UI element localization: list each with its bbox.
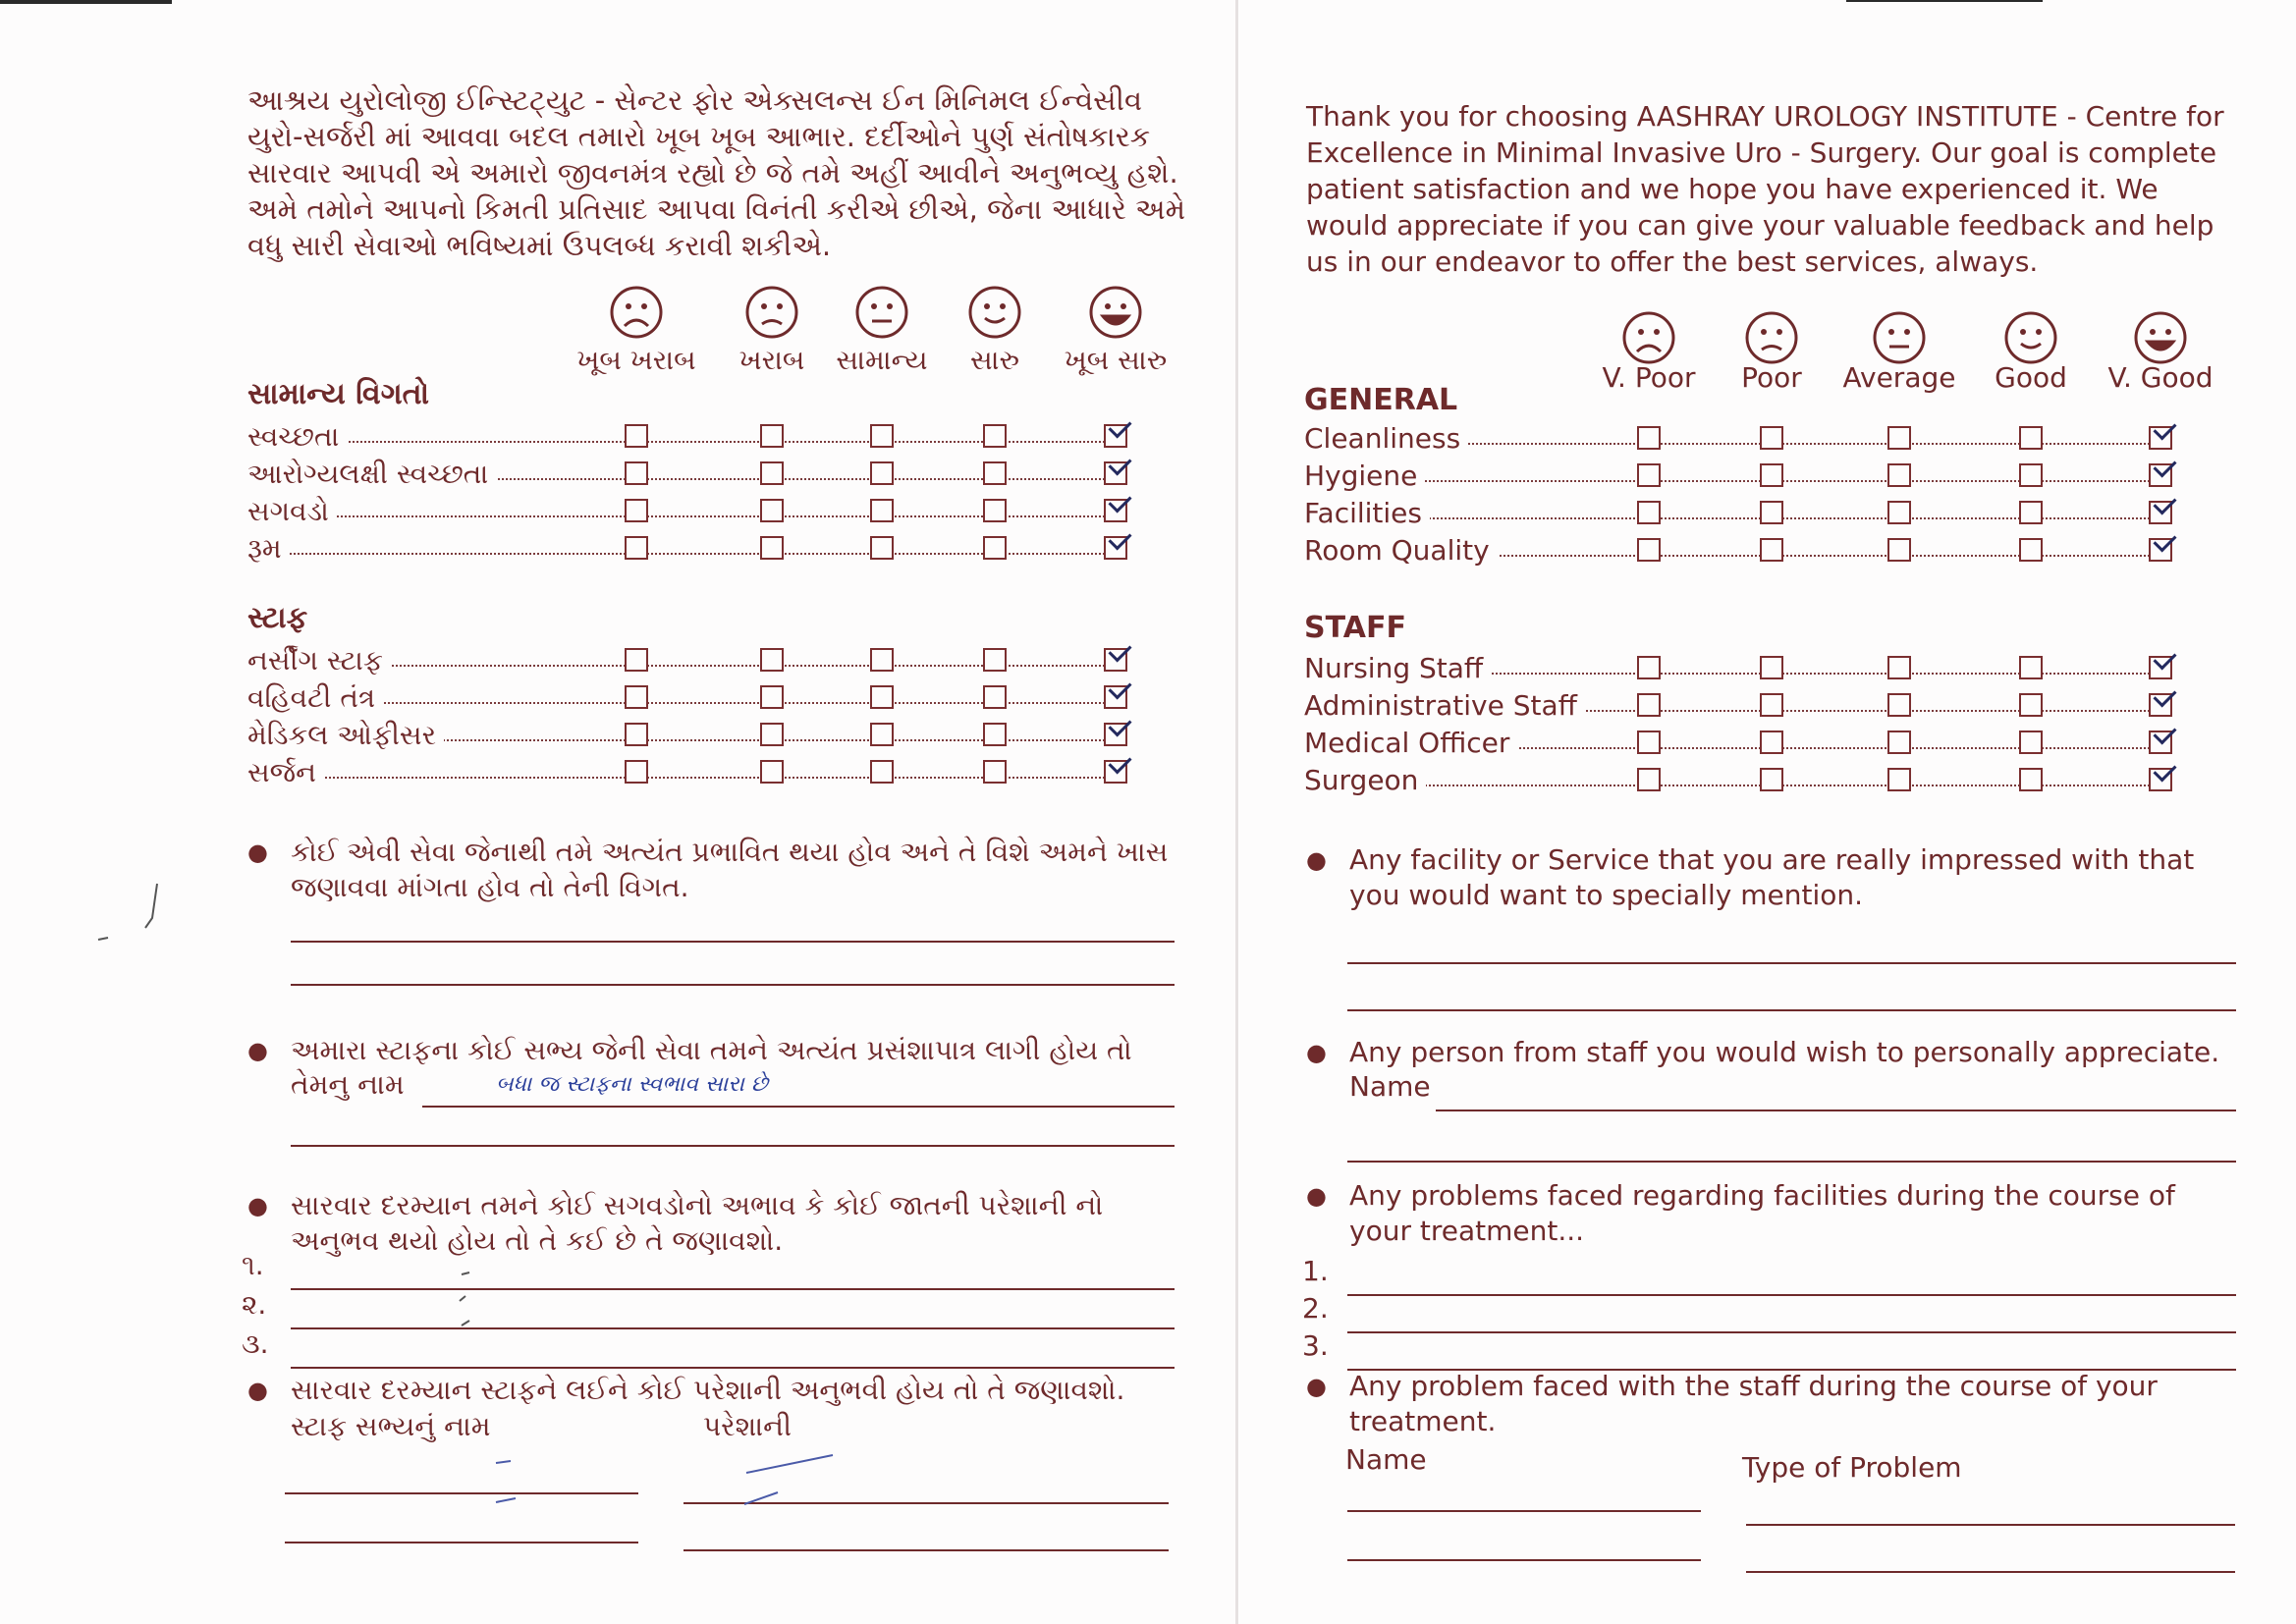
bullet-icon: ● (1306, 846, 1327, 874)
rating-checkbox-poor[interactable] (760, 461, 784, 485)
rating-item-label: Nursing Staff (1304, 652, 1491, 685)
number-label: 1. (1302, 1255, 1329, 1287)
rating-checkbox-average[interactable] (870, 648, 894, 672)
rating-checkbox-average[interactable] (1887, 656, 1911, 679)
problem-label: પરેશાની (703, 1410, 792, 1442)
rating-label: ખૂબ ખરાબ (576, 344, 696, 376)
problem-label: Type of Problem (1742, 1451, 1962, 1484)
booklet-spine (1235, 0, 1238, 1624)
bullet-icon: ● (247, 1037, 268, 1064)
question-text: Any facility or Service that you are really impressed with that you would want to specially mention. (1349, 843, 2195, 911)
question-text: Any person from staff you would wish to personally appreciate. (1349, 1036, 2220, 1068)
name-answer-line[interactable] (1436, 1110, 2236, 1111)
rating-label: Poor (1741, 361, 1802, 394)
good-face-icon (2003, 310, 2058, 365)
rating-checkbox-very-poor[interactable] (1637, 538, 1661, 562)
bullet-icon: ● (247, 1377, 268, 1404)
rating-checkbox-poor[interactable] (1760, 538, 1783, 562)
rating-item-label: Cleanliness (1304, 422, 1468, 456)
rating-checkbox-very-good[interactable] (2149, 426, 2172, 450)
rating-checkbox-good[interactable] (2019, 538, 2043, 562)
rating-checkbox-average[interactable] (1887, 538, 1911, 562)
rating-checkbox-average[interactable] (1887, 693, 1911, 717)
rating-checkbox-very-good[interactable] (2149, 693, 2172, 717)
rating-checkbox-average[interactable] (870, 424, 894, 448)
very-poor-face-icon (609, 285, 664, 340)
rating-checkbox-very-poor[interactable] (625, 461, 648, 485)
rating-checkbox-good[interactable] (2019, 501, 2043, 524)
rating-checkbox-very-poor[interactable] (625, 424, 648, 448)
answer-line[interactable] (291, 984, 1175, 986)
handwritten-answer: બધા જ સ્ટાફના સ્વભાવ સારા છે (496, 1072, 768, 1097)
rating-checkbox-very-good[interactable] (1104, 499, 1127, 522)
answer-line[interactable] (291, 1367, 1175, 1369)
staff-rating-row (1304, 689, 2180, 723)
general-rating-row (247, 532, 1135, 566)
very-good-face-icon (2133, 310, 2188, 365)
rating-checkbox-very-good[interactable] (2149, 501, 2172, 524)
very-good-face-icon (1088, 285, 1143, 340)
staff-name-label: સ્ટાફ સભ્યનું નામ (291, 1410, 491, 1442)
bullet-icon: ● (1306, 1039, 1327, 1066)
rating-checkbox-average[interactable] (870, 461, 894, 485)
rating-checkbox-very-poor[interactable] (1637, 693, 1661, 717)
answer-line[interactable] (1347, 1510, 1701, 1512)
rating-checkbox-very-poor[interactable] (1637, 656, 1661, 679)
rating-checkbox-good[interactable] (983, 499, 1007, 522)
good-face-icon (967, 285, 1022, 340)
rating-checkbox-very-good[interactable] (2149, 731, 2172, 754)
rating-checkbox-good[interactable] (983, 685, 1007, 709)
rating-checkbox-poor[interactable] (1760, 693, 1783, 717)
general-rating-row (1304, 460, 2180, 493)
question-appreciate-staff (247, 1033, 1179, 1068)
answer-line[interactable] (1347, 1559, 1701, 1561)
rating-checkbox-good[interactable] (983, 723, 1007, 746)
general-section-title: સામાન્ય વિગતો (247, 377, 429, 411)
rating-checkbox-average[interactable] (1887, 426, 1911, 450)
rating-item-label: મેડિકલ ઓફીસર (247, 719, 444, 752)
rating-item-label: Hygiene (1304, 460, 1425, 493)
staff-section-title: સ્ટાફ (247, 601, 308, 635)
general-rating-row (1304, 534, 2180, 568)
general-rating-row (1304, 422, 2180, 456)
answer-line[interactable] (291, 941, 1175, 943)
rating-checkbox-good[interactable] (2019, 426, 2043, 450)
rating-checkbox-good[interactable] (2019, 731, 2043, 754)
rating-checkbox-very-good[interactable] (1104, 723, 1127, 746)
rating-item-label: સ્વચ્છતા (247, 420, 347, 454)
question-text: સારવાર દરમ્યાન સ્ટાફને લઈને કોઈ પરેશાની અનુભવી હોય તો તે જણાવશો. (291, 1374, 1125, 1406)
general-section-title: GENERAL (1304, 383, 1458, 417)
name-label: Name (1349, 1070, 1431, 1103)
question-staff-problems (247, 1373, 1179, 1408)
question-staff-problems (1306, 1369, 2243, 1439)
rating-label: V. Poor (1602, 361, 1696, 394)
rating-checkbox-average[interactable] (1887, 731, 1911, 754)
question-text: અમારા સ્ટાફના કોઈ સભ્ય જેની સેવા તમને અત્યંત પ્રસંશાપાત્ર લાગી હોય તો (291, 1034, 1132, 1066)
rating-checkbox-very-poor[interactable] (625, 760, 648, 784)
rating-checkbox-very-good[interactable] (1104, 461, 1127, 485)
answer-line[interactable] (1347, 1294, 2236, 1296)
rating-checkbox-poor[interactable] (1760, 731, 1783, 754)
name-label: તેમનુ નામ (291, 1068, 405, 1101)
rating-checkbox-poor[interactable] (760, 685, 784, 709)
rating-checkbox-good[interactable] (983, 461, 1007, 485)
average-face-icon (854, 285, 909, 340)
poor-face-icon (1744, 310, 1799, 365)
scan-edge-mark (0, 0, 172, 4)
rating-checkbox-good[interactable] (2019, 693, 2043, 717)
name-answer-line[interactable] (422, 1106, 1175, 1108)
stray-pen-mark (452, 1267, 481, 1335)
staff-rating-row (1304, 652, 2180, 685)
rating-checkbox-good[interactable] (983, 424, 1007, 448)
staff-rating-row (247, 756, 1135, 789)
rating-item-label: સર્જન (247, 756, 324, 789)
staff-name-label: Name (1345, 1443, 1427, 1476)
number-label: ૨. (242, 1288, 267, 1321)
rating-checkbox-very-poor[interactable] (1637, 463, 1661, 487)
rating-checkbox-poor[interactable] (760, 760, 784, 784)
intro-paragraph-english: Thank you for choosing AASHRAY UROLOGY INSTITUTE - Centre for Excellence in Minimal Invasive Uro - Surgery. Our goal is complete patient satisfaction and we hope you have experienced it. We would appreciate if you can give your valuable feedback and help us in our endeavor to offer the best services, always. (1306, 100, 2224, 278)
rating-item-label: Facilities (1304, 497, 1430, 530)
rating-item-label: રૂમ (247, 532, 290, 566)
scan-edge-mark (1846, 0, 2043, 2)
answer-line[interactable] (1347, 962, 2236, 964)
rating-item-label: Administrative Staff (1304, 689, 1585, 723)
question-text: Any problems faced regarding facilities during the course of your treatment... (1349, 1179, 2175, 1247)
rating-checkbox-good[interactable] (983, 536, 1007, 560)
stray-pen-mark (88, 879, 167, 947)
rating-label: Average (1842, 361, 1956, 394)
rating-checkbox-very-poor[interactable] (625, 648, 648, 672)
question-appreciate-staff (1306, 1035, 2243, 1070)
question-facility-problems (1306, 1178, 2243, 1249)
bullet-icon: ● (1306, 1373, 1327, 1400)
staff-rating-row (247, 681, 1135, 715)
rating-checkbox-very-good[interactable] (1104, 536, 1127, 560)
stray-pen-mark (491, 1453, 845, 1512)
rating-checkbox-poor[interactable] (1760, 426, 1783, 450)
rating-checkbox-average[interactable] (870, 685, 894, 709)
rating-checkbox-average[interactable] (1887, 501, 1911, 524)
rating-checkbox-poor[interactable] (1760, 463, 1783, 487)
rating-item-label: Medical Officer (1304, 727, 1517, 760)
rating-checkbox-good[interactable] (983, 648, 1007, 672)
rating-checkbox-good[interactable] (983, 760, 1007, 784)
answer-line[interactable] (291, 1327, 1175, 1329)
average-face-icon (1872, 310, 1927, 365)
general-rating-row (247, 495, 1135, 528)
rating-item-label: Surgeon (1304, 764, 1426, 797)
rating-checkbox-very-good[interactable] (1104, 424, 1127, 448)
rating-checkbox-poor[interactable] (1760, 656, 1783, 679)
rating-label: સામાન્ય (836, 344, 928, 376)
rating-label: ખૂબ સારુ (1064, 344, 1168, 376)
rating-item-label: Room Quality (1304, 534, 1498, 568)
rating-checkbox-very-poor[interactable] (625, 685, 648, 709)
rating-checkbox-very-poor[interactable] (1637, 426, 1661, 450)
answer-line[interactable] (285, 1542, 638, 1543)
rating-checkbox-very-good[interactable] (1104, 760, 1127, 784)
rating-item-label: નર્સીંગ સ્ટાફ (247, 644, 391, 677)
answer-line[interactable] (1347, 1331, 2236, 1333)
rating-checkbox-poor[interactable] (1760, 768, 1783, 791)
general-rating-row (1304, 497, 2180, 530)
question-facility-problems (247, 1188, 1179, 1259)
staff-section-title: STAFF (1304, 611, 1406, 645)
rating-checkbox-very-poor[interactable] (625, 499, 648, 522)
answer-line[interactable] (1746, 1524, 2235, 1526)
rating-checkbox-poor[interactable] (760, 536, 784, 560)
rating-checkbox-average[interactable] (870, 760, 894, 784)
number-label: 3. (1302, 1329, 1329, 1362)
question-text: સારવાર દરમ્યાન તમને કોઈ સગવડોનો અભાવ કે કોઈ જાતની પરેશાની નો અનુભવ થયો હોય તો તે કઈ છે તે જણાવશો. (291, 1189, 1104, 1257)
general-rating-row (247, 420, 1135, 454)
number-label: 2. (1302, 1292, 1329, 1325)
rating-item-label: વહિવટી તંત્ર (247, 681, 383, 715)
rating-checkbox-very-good[interactable] (2149, 538, 2172, 562)
rating-checkbox-very-poor[interactable] (1637, 501, 1661, 524)
rating-checkbox-very-poor[interactable] (1637, 731, 1661, 754)
rating-checkbox-average[interactable] (870, 536, 894, 560)
rating-checkbox-very-poor[interactable] (625, 723, 648, 746)
general-rating-row (247, 458, 1135, 491)
very-poor-face-icon (1621, 310, 1676, 365)
rating-checkbox-very-good[interactable] (2149, 768, 2172, 791)
rating-checkbox-very-poor[interactable] (1637, 768, 1661, 791)
rating-label: ખરાબ (738, 344, 805, 376)
answer-line[interactable] (1347, 1009, 2236, 1011)
rating-checkbox-poor[interactable] (760, 424, 784, 448)
rating-checkbox-good[interactable] (2019, 463, 2043, 487)
answer-line[interactable] (1347, 1161, 2236, 1163)
bullet-icon: ● (247, 1192, 268, 1219)
rating-checkbox-very-poor[interactable] (625, 536, 648, 560)
rating-checkbox-good[interactable] (2019, 656, 2043, 679)
rating-checkbox-average[interactable] (1887, 463, 1911, 487)
rating-item-label: આરોગ્યલક્ષી સ્વચ્છતા (247, 458, 496, 491)
rating-checkbox-poor[interactable] (760, 723, 784, 746)
answer-line[interactable] (291, 1288, 1175, 1290)
rating-checkbox-very-good[interactable] (2149, 656, 2172, 679)
rating-checkbox-average[interactable] (1887, 768, 1911, 791)
rating-checkbox-poor[interactable] (760, 648, 784, 672)
rating-item-label: સગવડો (247, 495, 337, 528)
rating-label: Good (1995, 361, 2067, 394)
rating-checkbox-poor[interactable] (760, 499, 784, 522)
answer-line[interactable] (291, 1145, 1175, 1147)
staff-rating-row (1304, 764, 2180, 797)
bullet-icon: ● (247, 839, 268, 866)
bullet-icon: ● (1306, 1182, 1327, 1210)
rating-label: સારુ (969, 344, 1020, 376)
answer-line[interactable] (1746, 1571, 2235, 1573)
intro-paragraph-gujarati: આશ્રય યુરોલોજી ઈન્સ્ટિટ્યુટ - સેન્ટર ફોર એક્સલન્સ ઈન મિનિમલ ઈન્વેસીવ યુરો-સર્જરી માં આવવા બદલ તમારો ખૂબ ખૂબ આભાર. દર્દીઓને પુર્ણ સંતોષકારક સારવાર આપવી એ અમારો જીવનમંત્ર રહ્યો છે જે તમે અહીં આવીને અનુભવ્યુ હશે. અમે તમોને આપનો કિમતી પ્રતિસાદ આપવા વિનંતી કરીએ છીએ, જેના આધારે અમે વધુ સારી સેવાઓ ભવિષ્યમાં ઉપલબ્ધ કરાવી શકીએ. (247, 83, 1186, 262)
staff-rating-row (247, 719, 1135, 752)
rating-checkbox-very-good[interactable] (1104, 685, 1127, 709)
rating-checkbox-very-good[interactable] (1104, 648, 1127, 672)
rating-checkbox-average[interactable] (870, 723, 894, 746)
staff-rating-row (247, 644, 1135, 677)
rating-checkbox-average[interactable] (870, 499, 894, 522)
rating-label: V. Good (2107, 361, 2214, 394)
poor-face-icon (744, 285, 799, 340)
answer-line[interactable] (683, 1549, 1169, 1551)
rating-checkbox-very-good[interactable] (2149, 463, 2172, 487)
rating-checkbox-poor[interactable] (1760, 501, 1783, 524)
staff-rating-row (1304, 727, 2180, 760)
number-label: ૩. (242, 1327, 269, 1360)
rating-checkbox-good[interactable] (2019, 768, 2043, 791)
question-text: કોઈ એવી સેવા જેનાથી તમે અત્યંત પ્રભાવિત થયા હોવ અને તે વિશે અમને ખાસ જણાવવા માંગતા હોવ તો તેની વિગત. (291, 836, 1169, 903)
question-text: Any problem faced with the staff during the course of your treatment. (1349, 1370, 2158, 1437)
question-impressed-service (1306, 842, 2243, 913)
number-label: ૧. (242, 1249, 264, 1281)
question-impressed-service (247, 835, 1179, 905)
